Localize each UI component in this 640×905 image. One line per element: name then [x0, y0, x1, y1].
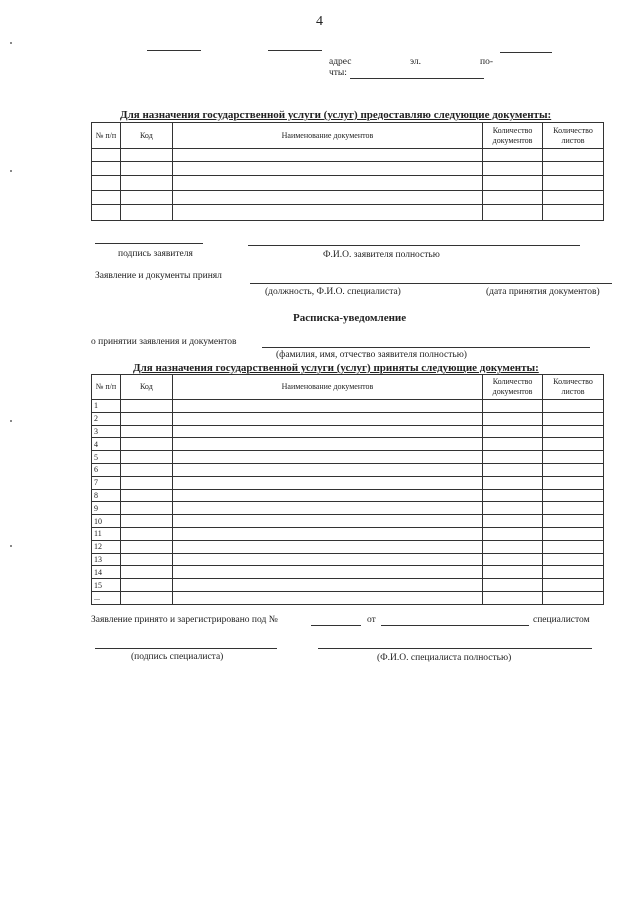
table-cell [120, 438, 172, 451]
mail-label-cont: чты: [329, 68, 347, 78]
submitted-documents-table [91, 122, 604, 221]
address-label: адрес [329, 57, 352, 67]
table-cell [483, 438, 543, 451]
row-number: 2 [92, 412, 121, 425]
table-cell [543, 463, 604, 476]
table-row [92, 476, 604, 489]
table-cell [120, 425, 172, 438]
receipt-title: Расписка-уведомление [293, 312, 407, 324]
table-cell [172, 438, 482, 451]
row-number: 13 [92, 553, 121, 566]
table-cell [483, 502, 543, 515]
email-label: эл. [410, 57, 422, 67]
table-cell [483, 591, 543, 604]
received-by-line [250, 283, 612, 284]
table-cell [120, 553, 172, 566]
applicant-signature-caption: подпись заявителя [118, 249, 193, 259]
table-cell [120, 400, 172, 413]
col-document-count: Количество документов [483, 375, 543, 400]
row-number: 9 [92, 502, 121, 515]
table-cell [483, 527, 543, 540]
table-row [92, 149, 604, 162]
table-cell [543, 566, 604, 579]
row-number: 4 [92, 438, 121, 451]
row-number: 12 [92, 540, 121, 553]
table-cell [120, 463, 172, 476]
blank-line [268, 50, 322, 51]
accepted-documents-table [91, 374, 604, 605]
table-cell [120, 566, 172, 579]
table-cell [120, 476, 172, 489]
table-cell [543, 579, 604, 592]
row-number: 3 [92, 425, 121, 438]
table-cell [172, 579, 482, 592]
table-cell [483, 400, 543, 413]
table-cell [543, 438, 604, 451]
applicant-signature-line [95, 243, 203, 244]
table-cell [483, 553, 543, 566]
table-row [92, 451, 604, 464]
table-cell [483, 476, 543, 489]
registered-label: Заявление принято и зарегистрировано под № [91, 615, 278, 625]
table-cell [120, 412, 172, 425]
table-row [92, 553, 604, 566]
table-cell [483, 515, 543, 528]
table-cell [172, 502, 482, 515]
table-cell [172, 591, 482, 604]
col-document-name: Наименование документов [172, 375, 482, 400]
table-cell [172, 400, 482, 413]
table-cell [120, 591, 172, 604]
applicant-name-caption: Ф.И.О. заявителя полностью [323, 250, 440, 260]
table-row [92, 191, 604, 205]
table-cell [120, 489, 172, 502]
row-number: 1 [92, 400, 121, 413]
table-cell [543, 425, 604, 438]
table-cell [483, 489, 543, 502]
mail-label: по- [480, 57, 493, 67]
table-cell [483, 540, 543, 553]
table-cell [483, 412, 543, 425]
page-number: 4 [316, 14, 323, 29]
table-cell [543, 591, 604, 604]
table-cell [172, 566, 482, 579]
table-cell [172, 489, 482, 502]
row-number: 7 [92, 476, 121, 489]
table-cell [543, 540, 604, 553]
table-cell [543, 412, 604, 425]
col-sheet-count: Количество листов [543, 123, 604, 149]
table-row [92, 591, 604, 604]
row-number: ... [92, 591, 121, 604]
table-row [92, 425, 604, 438]
table-row [92, 162, 604, 176]
date-caption: (дата принятия документов) [486, 287, 600, 297]
table-cell [543, 489, 604, 502]
from-label: от [367, 615, 376, 625]
receipt-name-line [262, 347, 590, 348]
registration-date-line [381, 625, 529, 626]
row-number: 15 [92, 579, 121, 592]
table-cell [120, 579, 172, 592]
table-cell [172, 515, 482, 528]
table-cell [120, 451, 172, 464]
blank-line [147, 50, 201, 51]
receipt-received-label: о принятии заявления и документов [91, 337, 237, 347]
table-cell [172, 463, 482, 476]
table-row [92, 205, 604, 221]
table-cell [120, 527, 172, 540]
table-row [92, 502, 604, 515]
table-cell [543, 451, 604, 464]
row-number: 6 [92, 463, 121, 476]
specialist-signature-line [95, 648, 277, 649]
table-row [92, 412, 604, 425]
received-by-label: Заявление и документы принял [95, 271, 222, 281]
table-row [92, 438, 604, 451]
table-cell [120, 540, 172, 553]
col-sheet-count: Количество листов [543, 375, 604, 400]
table-cell [120, 502, 172, 515]
table-cell [172, 527, 482, 540]
section1-heading: Для назначения государственной услуги (услуг) предоставляю следующие документы: [120, 109, 552, 121]
position-caption: (должность, Ф.И.О. специалиста) [265, 287, 401, 297]
table-cell [483, 566, 543, 579]
row-number: 14 [92, 566, 121, 579]
table-cell [543, 515, 604, 528]
col-code: Код [120, 375, 172, 400]
col-document-count: Количество документов [483, 123, 543, 149]
table-row [92, 566, 604, 579]
table-row [92, 400, 604, 413]
table-row [92, 540, 604, 553]
table-cell [483, 463, 543, 476]
registration-number-line [311, 625, 361, 626]
row-number: 10 [92, 515, 121, 528]
table-cell [483, 451, 543, 464]
table-cell [543, 553, 604, 566]
table-cell [172, 476, 482, 489]
table-cell [120, 515, 172, 528]
col-number: № п/п [92, 123, 121, 149]
specialist-label: специалистом [533, 615, 590, 625]
table-row [92, 463, 604, 476]
table-cell [483, 579, 543, 592]
col-number: № п/п [92, 375, 121, 400]
table-cell [543, 400, 604, 413]
specialist-signature-caption: (подпись специалиста) [131, 652, 224, 662]
specialist-name-line [318, 648, 592, 649]
table-cell [543, 502, 604, 515]
row-number: 11 [92, 527, 121, 540]
email-line [350, 78, 484, 79]
table-cell [172, 451, 482, 464]
table-cell [172, 540, 482, 553]
receipt-name-caption: (фамилия, имя, отчество заявителя полностью) [276, 350, 467, 360]
table-cell [172, 425, 482, 438]
applicant-name-line [248, 245, 580, 246]
table-cell [483, 425, 543, 438]
row-number: 5 [92, 451, 121, 464]
row-number: 8 [92, 489, 121, 502]
table-cell [172, 553, 482, 566]
table-row [92, 527, 604, 540]
specialist-name-caption: (Ф.И.О. специалиста полностью) [377, 653, 512, 663]
table-row [92, 489, 604, 502]
col-code: Код [120, 123, 172, 149]
table-row [92, 515, 604, 528]
table-cell [543, 476, 604, 489]
section2-heading: Для назначения государственной услуги (услуг) приняты следующие документы: [133, 362, 539, 374]
table-cell [543, 527, 604, 540]
table-cell [172, 412, 482, 425]
col-document-name: Наименование документов [172, 123, 482, 149]
table-row [92, 579, 604, 592]
blank-line [500, 52, 552, 53]
table-row [92, 176, 604, 191]
